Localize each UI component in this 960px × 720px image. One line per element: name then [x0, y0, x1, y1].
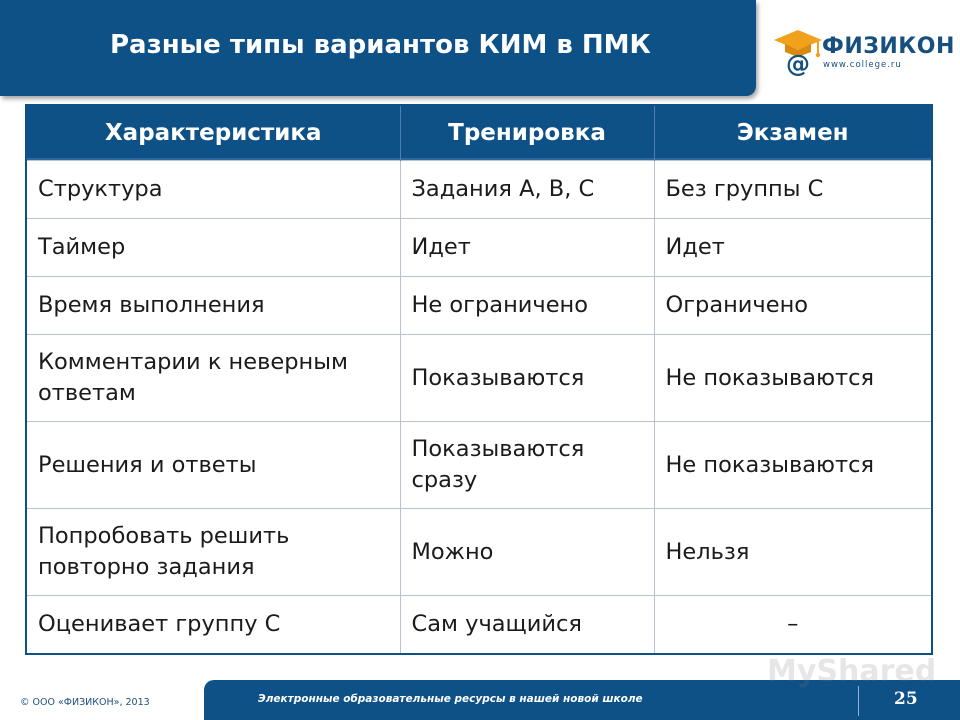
logo-at-symbol: @	[786, 50, 810, 76]
table-cell: Решения и ответы	[26, 422, 400, 509]
table-cell: –	[654, 596, 932, 655]
header-training: Тренировка	[400, 105, 654, 161]
table-cell: Сам учащийся	[400, 596, 654, 655]
table-cell: Идет	[654, 219, 932, 277]
page-number: 25	[894, 689, 918, 709]
logo-url: www.college.ru	[823, 60, 902, 70]
graduation-cap-logo-icon	[770, 26, 824, 76]
copyright-notice: © ООО «ФИЗИКОН», 2013	[20, 697, 150, 708]
table-cell: Показываются сразу	[400, 422, 654, 509]
table-row	[26, 596, 932, 655]
table-cell: Оценивает группу C	[26, 596, 400, 655]
footer-divider	[858, 686, 859, 716]
footer-caption: Электронные образовательные ресурсы в нашей новой школе	[258, 693, 643, 705]
table-cell: Попробовать решить повторно задания	[26, 509, 400, 596]
table-cell: Таймер	[26, 219, 400, 277]
slide-title: Разные типы вариантов КИМ в ПМК	[110, 30, 651, 60]
table-row	[26, 219, 932, 277]
table-cell: Нельзя	[654, 509, 932, 596]
header-exam: Экзамен	[654, 105, 932, 161]
table-cell: Показываются	[400, 335, 654, 422]
table-row	[26, 277, 932, 335]
fizikon-logo	[770, 26, 955, 76]
table-row	[26, 422, 932, 509]
title-banner	[0, 0, 756, 96]
table-cell: Комментарии к неверным ответам	[26, 335, 400, 422]
table-cell: Не показываются	[654, 422, 932, 509]
comparison-table	[25, 104, 933, 655]
table-cell: Ограничено	[654, 277, 932, 335]
table-cell: Не показываются	[654, 335, 932, 422]
table-cell: Время выполнения	[26, 277, 400, 335]
table-header-row	[26, 105, 932, 161]
table-cell: Структура	[26, 161, 400, 219]
table-row	[26, 161, 932, 219]
table-cell: Задания A, B, C	[400, 161, 654, 219]
table-cell: Без группы C	[654, 161, 932, 219]
header-characteristic: Характеристика	[26, 105, 400, 161]
watermark: MyShared	[767, 654, 937, 689]
logo-name: ФИЗИКОН	[822, 34, 955, 59]
table-cell: Не ограничено	[400, 277, 654, 335]
table-cell: Идет	[400, 219, 654, 277]
table-row	[26, 335, 932, 422]
table-cell: Можно	[400, 509, 654, 596]
table-row	[26, 509, 932, 596]
